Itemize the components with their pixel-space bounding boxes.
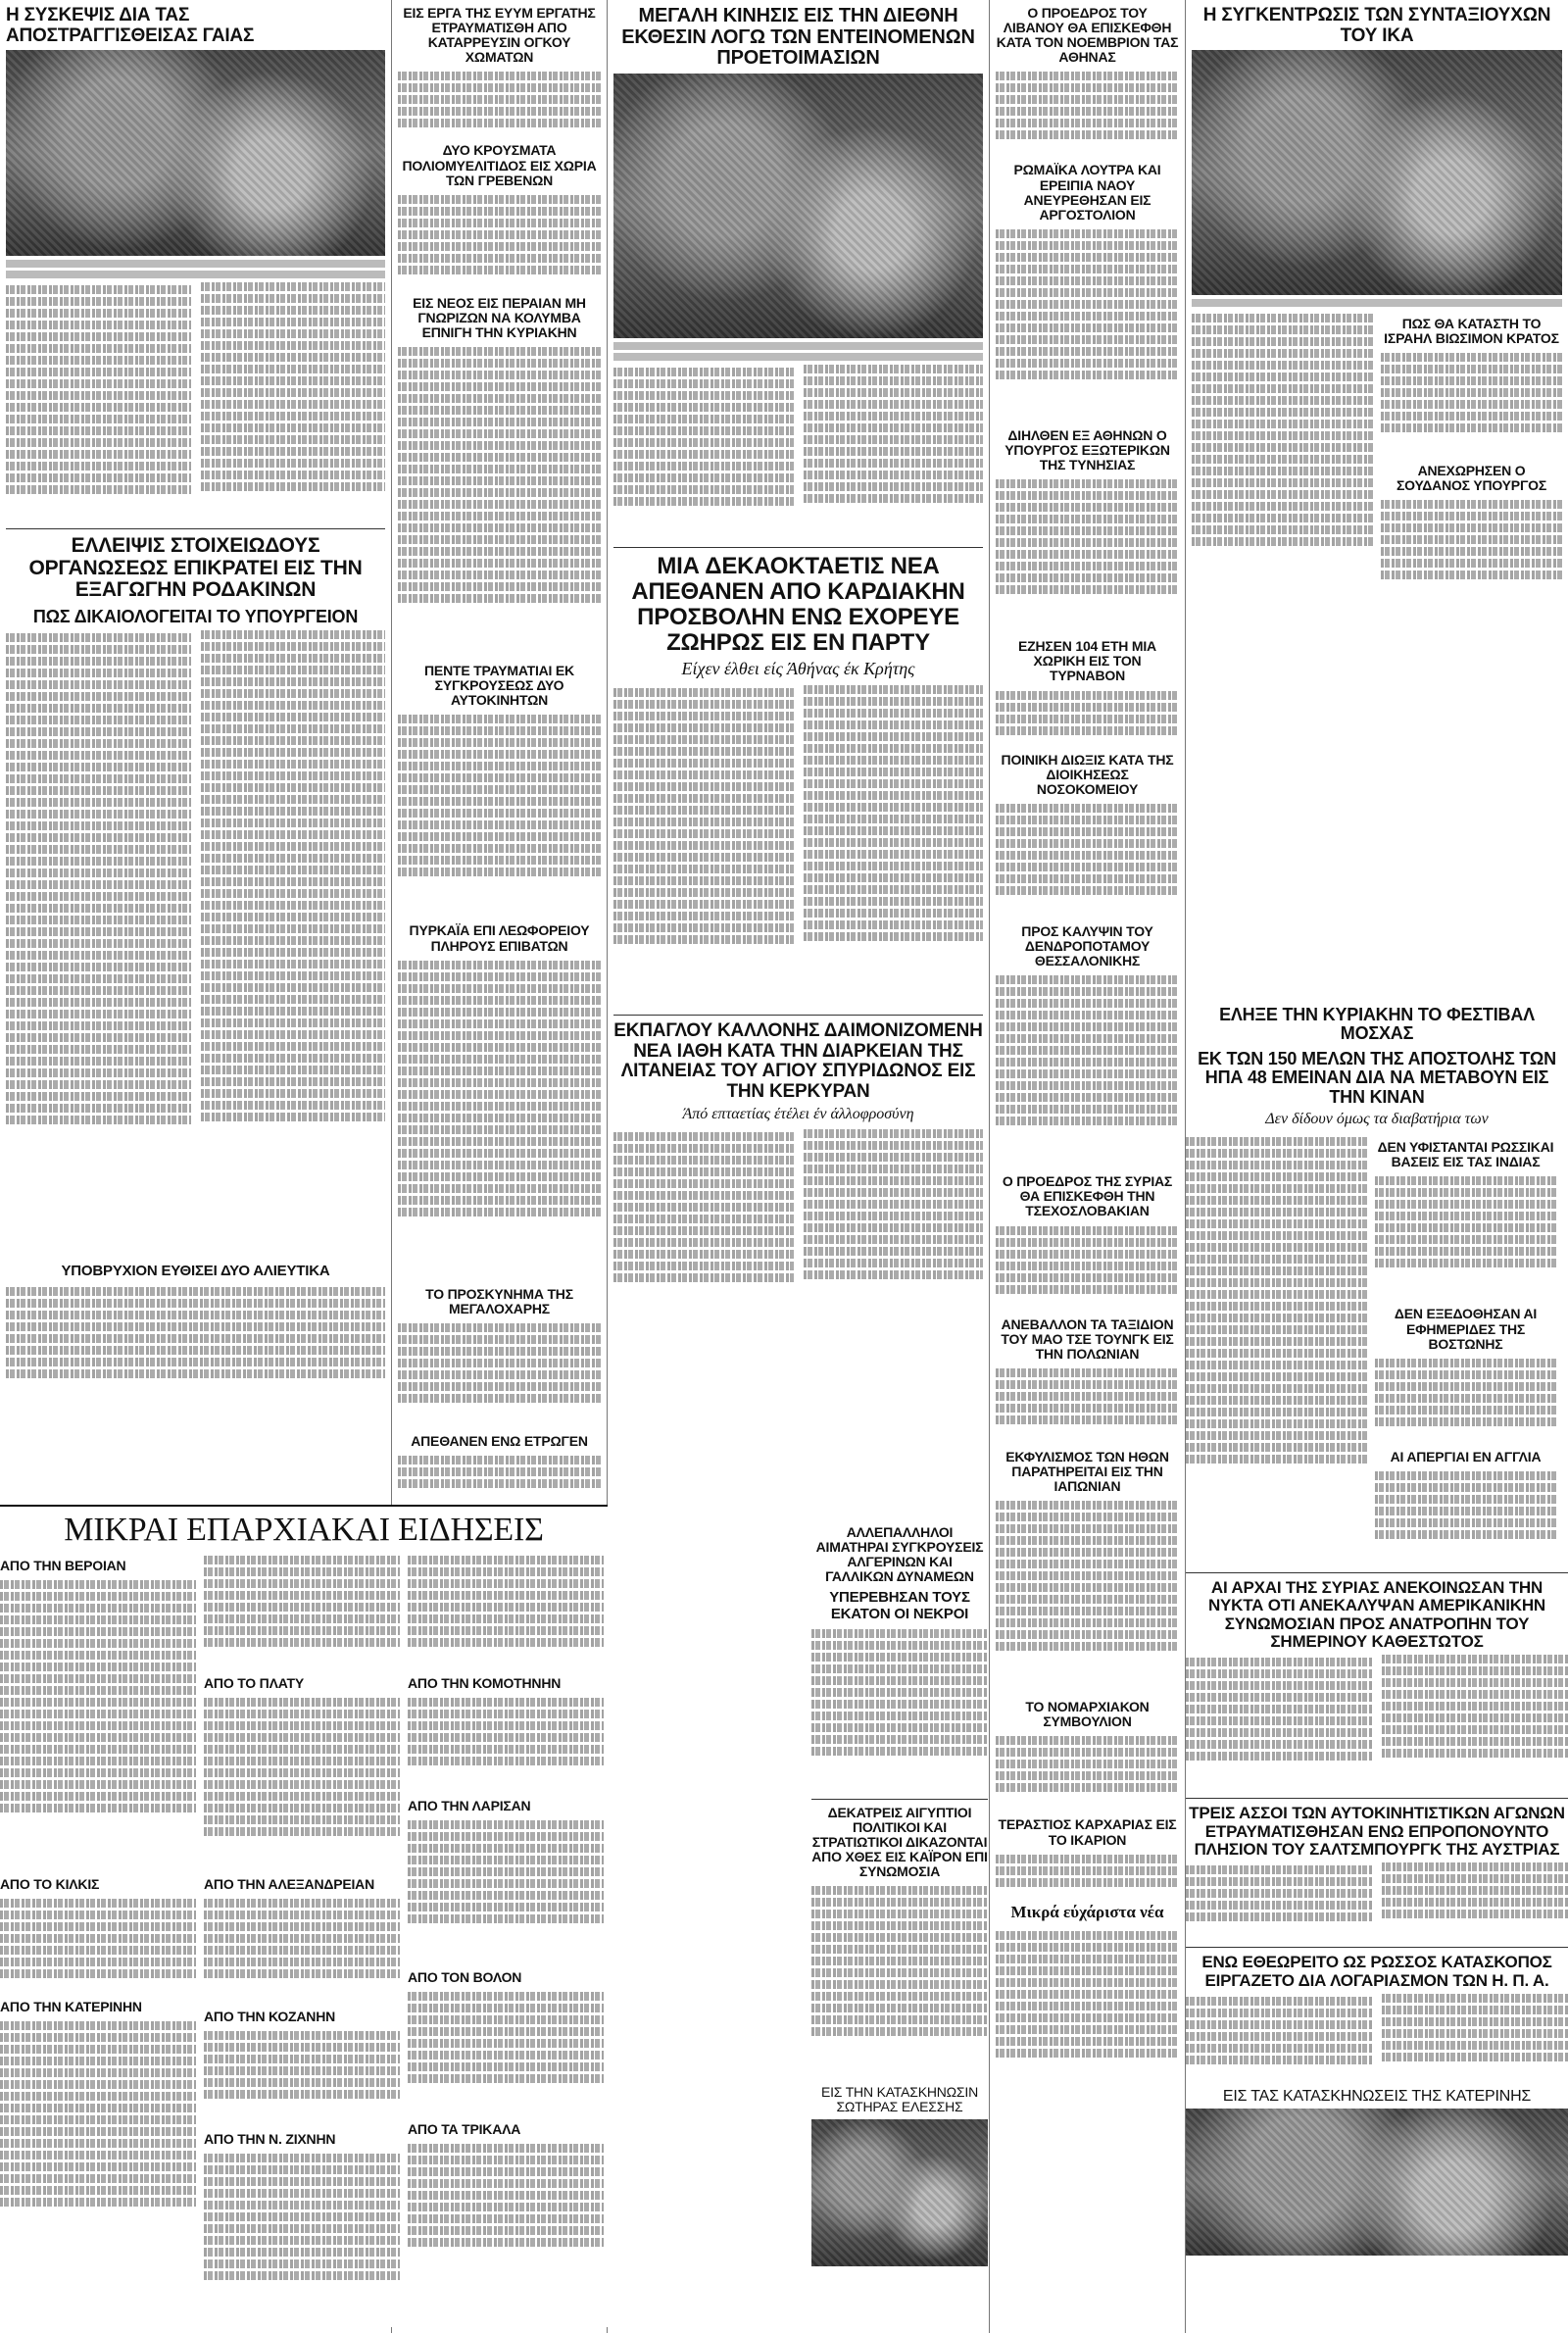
headline-dendropotamos: ΠΡΟΣ ΚΑΛΥΨΙΝ ΤΟΥ ΔΕΝΔΡΟΠΟΤΑΜΟΥ ΘΕΣΣΑΛΟΝΙΚΗΣ bbox=[1021, 922, 1153, 969]
headline-nomarchy: ΤΟ ΝΟΜΑΡΧΙΑΚΟΝ ΣΥΜΒΟΥΛΙΟΝ bbox=[1025, 1699, 1150, 1730]
article-body bbox=[408, 1817, 604, 1964]
place-kilkis: ΑΠΟ ΤΟ ΚΙΛΚΙΣ bbox=[0, 1875, 100, 1892]
article-body bbox=[811, 1626, 988, 1793]
headline-drainage-meeting: Η ΣΥΣΚΕΨΙΣ ΔΙΑ ΤΑΣ ΑΠΟΣΤΡΑΓΓΙΣΘΕΙΣΑΣ ΓΑΙΑΣ bbox=[6, 5, 255, 46]
place-trikala: ΑΠΟ ΤΑ ΤΡΙΚΑΛΑ bbox=[408, 2121, 521, 2138]
photo-meeting bbox=[6, 50, 385, 256]
article-body bbox=[996, 1365, 1179, 1444]
article-body bbox=[1192, 311, 1373, 605]
headline-boston-papers: ΔΕΝ ΕΞΕΔΟΘΗΣΑΝ ΑΙ ΕΦΗΜΕΡΙΔΕΣ ΤΗΣ ΒΟΣΤΩΝΗΣ bbox=[1394, 1306, 1538, 1352]
headline-peaches: ΕΛΛΕΙΨΙΣ ΣΤΟΙΧΕΙΩΔΟΥΣ ΟΡΓΑΝΩΣΕΩΣ ΕΠΙΚΡΑΤΕΙ ΕΙΣ ΤΗΝ ΕΞΑΓΩΓΗΝ ΡΟΔΑΚΙΝΩΝ bbox=[28, 534, 363, 602]
headline-camp-elessi: ΕΙΣ ΤΗΝ ΚΑΤΑΣΚΗΝΩΣΙΝ ΣΩΤΗΡΑΣ ΕΛΕΣΣΗΣ bbox=[820, 2084, 978, 2115]
headline-egypt-trial: ΔΕΚΑΤΡΕΙΣ ΑΙΓΥΠΤΙΟΙ ΠΟΛΙΤΙΚΟΙ ΚΑΙ ΣΤΡΑΤΙΩΤΙΚΟΙ ΔΙΚΑΖΟΝΤΑΙ ΑΠΟ ΧΘΕΣ ΕΙΣ ΚΑΪΡΟΝ ΕΠΙ ΣΥΝΩΜΟΣΙΑ bbox=[811, 1804, 988, 1880]
headline-algeria: ΑΛΛΕΠΑΛΛΗΛΟΙ ΑΙΜΑΤΗΡΑΙ ΣΥΓΚΡΟΥΣΕΙΣ ΑΛΓΕΡΙΝΩΝ ΚΑΙ ΓΑΛΛΙΚΩΝ ΔΥΝΑΜΕΩΝ bbox=[815, 1524, 984, 1585]
headline-car-crash: ΠΕΝΤΕ ΤΡΑΥΜΑΤΙΑΙ ΕΚ ΣΥΓΚΡΟΥΣΕΩΣ ΔΥΟ ΑΥΤΟΚΙΝΗΤΩΝ bbox=[424, 663, 574, 709]
headline-hospital: ΠΟΙΝΙΚΗ ΔΙΩΞΙΣ ΚΑΤΑ ΤΗΣ ΔΙΟΙΚΗΣΕΩΣ ΝΟΣΟΚΟΜΕΙΟΥ bbox=[1001, 751, 1174, 797]
article-body bbox=[398, 958, 601, 1281]
photo-caption bbox=[1192, 299, 1562, 307]
article-body bbox=[204, 2151, 400, 2327]
article-body bbox=[398, 192, 601, 290]
moscow-festival-block bbox=[1186, 1000, 1568, 2256]
headline-india-bases: ΔΕΝ ΥΦΙΣΤΑΝΤΑΙ ΡΩΣΣΙΚΑΙ ΒΑΣΕΙΣ ΕΙΣ ΤΑΣ ΙΝΔΙΑΣ bbox=[1377, 1139, 1554, 1170]
article-body bbox=[204, 1553, 400, 1670]
headline-moscow-festival: ΕΛΗΞΕ ΤΗΝ ΚΥΡΙΑΚΗΝ ΤΟ ΦΕΣΤΙΒΑΛ ΜΟΣΧΑΣ bbox=[1219, 1005, 1535, 1044]
headline-corfu-miracle: ΕΚΠΑΓΛΟΥ ΚΑΛΛΟΝΗΣ ΔΑΙΜΟΝΙΖΟΜΕΝΗ ΝΕΑ ΙΑΘΗ ΚΑΤΑ ΤΗΝ ΔΙΑΡΚΕΙΑΝ ΤΗΣ ΛΙΤΑΝΕΙΑΣ ΤΟΥ ΑΓΙΟΥ ΣΠΥΡΙΔΩΝΟΣ ΕΙΣ ΤΗΝ ΚΕΡΚΥΡΑΝ bbox=[613, 1020, 983, 1102]
photo-ika-pensioners bbox=[1192, 50, 1562, 295]
headline-usa-members: ΕΚ ΤΩΝ 150 ΜΕΛΩΝ ΤΗΣ ΑΠΟΣΤΟΛΗΣ ΤΩΝ ΗΠΑ 48 ΕΜΕΙΝΑΝ ΔΙΑ ΝΑ ΜΕΤΑΒΟΥΝ ΕΙΣ ΤΗΝ ΚΙΝΑΝ bbox=[1198, 1048, 1556, 1107]
article-body bbox=[1381, 497, 1562, 605]
headline-girl-died: ΜΙΑ ΔΕΚΑΟΚΤΑΕΤΙΣ ΝΕΑ ΑΠΕΘΑΝΕΝ ΑΠΟ ΚΑΡΔΙΑΚΗΝ ΠΡΟΣΒΟΛΗΝ ΕΝΩ ΕΧΟΡΕΥΕ ΖΩΗΡΩΣ ΕΙΣ ΕΝ ΠΑΡΤΥ bbox=[631, 552, 965, 656]
headline-racers-injured: ΤΡΕΙΣ ΑΣΣΟΙ ΤΩΝ ΑΥΤΟΚΙΝΗΤΙΣΤΙΚΩΝ ΑΓΩΝΩΝ ΕΤΡΑΥΜΑΤΙΣΘΗΣΑΝ ΕΝΩ ΕΠΡΟΠΟΝΟΥΝΤΟ ΠΛΗΣΙΟΝ ΤΟΥ ΣΑΛΤΣΜΠΟΥΡΓΚ ΤΗΣ ΑΥΣΤΡΙΑΣ bbox=[1189, 1804, 1565, 1859]
photo-caption bbox=[613, 342, 983, 361]
place-komotini: ΑΠΟ ΤΗΝ ΚΟΜΟΤΗΝΗΝ bbox=[408, 1674, 562, 1691]
article-body bbox=[6, 1284, 385, 1382]
article-body bbox=[398, 344, 601, 658]
article-body bbox=[996, 476, 1179, 633]
subhead-seven-years: Άπό επταετίας έτέλει έν άλλοφροσύνη bbox=[682, 1106, 914, 1123]
place-zichni: ΑΠΟ ΤΗΝ Ν. ΖΙΧΝΗΝ bbox=[204, 2131, 336, 2148]
article-body bbox=[408, 2141, 604, 2288]
article-body bbox=[613, 685, 983, 1009]
provincial-col-c bbox=[408, 1553, 604, 2327]
article-body bbox=[398, 1453, 601, 1502]
article-body bbox=[0, 1577, 196, 1871]
provincial-col-a bbox=[0, 1553, 196, 2327]
article-body bbox=[996, 801, 1179, 918]
place-volos: ΑΠΟ ΤΟΝ ΒΟΛΟΝ bbox=[408, 1968, 522, 1985]
article-body bbox=[204, 2028, 400, 2126]
place-alexandreia: ΑΠΟ ΤΗΝ ΑΛΕΞΑΝΔΡΕΙΑΝ bbox=[204, 1875, 375, 1892]
article-body bbox=[1375, 1173, 1556, 1301]
article-body bbox=[996, 1733, 1179, 1812]
photo-katerini-camps bbox=[1186, 2109, 1568, 2256]
headline-syria-president: Ο ΠΡΟΕΔΡΟΣ ΤΗΣ ΣΥΡΙΑΣ ΘΑ ΕΠΙΣΚΕΦΘΗ ΤΗΝ ΤΣΕΧΟΣΛΟΒΑΚΙΑΝ bbox=[1002, 1173, 1173, 1219]
algeria-egypt-block bbox=[811, 1519, 988, 2266]
article-body bbox=[0, 1896, 196, 1994]
subcol bbox=[1381, 311, 1562, 605]
article-body bbox=[996, 972, 1179, 1168]
article-body bbox=[996, 1928, 1179, 2095]
article-body bbox=[996, 1498, 1179, 1694]
subhead-ministry: ΠΩΣ ΔΙΚΑΙΟΛΟΓΕΙΤΑΙ ΤΟ ΥΠΟΥΡΓΕΙΟΝ bbox=[32, 607, 359, 627]
article-body bbox=[811, 1883, 988, 2079]
photo-camp-elessi bbox=[811, 2119, 988, 2266]
photo-caption bbox=[6, 260, 385, 278]
place-kozani: ΑΠΟ ΤΗΝ ΚΟΖΑΝΗΝ bbox=[204, 2008, 336, 2024]
headline-strikes-england: ΑΙ ΑΠΕΡΓΙΑΙ ΕΝ ΑΓΓΛΙΑ bbox=[1390, 1448, 1542, 1464]
headline-lebanon: Ο ΠΡΟΕΔΡΟΣ ΤΟΥ ΛΙΒΑΝΟΥ ΘΑ ΕΠΙΣΚΕΦΘΗ ΚΑΤΑ ΤΟΝ ΝΟΕΜΒΡΙΟΝ ΤΑΣ ΑΘΗΝΑΣ bbox=[996, 5, 1179, 66]
headline-pilgrimage: ΤΟ ΠΡΟΣΚΥΝΗΜΑ ΤΗΣ ΜΕΓΑΛΟΧΑΡΗΣ bbox=[425, 1285, 573, 1316]
article-body bbox=[996, 1223, 1179, 1312]
article-body bbox=[1381, 350, 1562, 458]
article-body bbox=[613, 1129, 983, 1315]
article-body bbox=[996, 688, 1179, 747]
headline-polio: ΔΥΟ ΚΡΟΥΣΜΑΤΑ ΠΟΛΙΟΜΥΕΛΙΤΙΔΟΣ ΕΙΣ ΧΩΡΙΑ ΤΩΝ ΓΡΕΒΕΝΩΝ bbox=[402, 142, 597, 188]
headline-drowned: ΕΙΣ ΝΕΟΣ ΕΙΣ ΠΕΡΑΙΑΝ ΜΗ ΓΝΩΡΙΖΩΝ ΝΑ ΚΟΛΥΜΒΑ ΕΠΝΙΓΗ ΤΗΝ ΚΥΡΙΑΚΗΝ bbox=[413, 294, 586, 340]
subhead-crete: Είχεν έλθει είς Άθήνας έκ Κρήτης bbox=[681, 659, 915, 679]
subhead-hundred-dead: ΥΠΕΡΕΒΗΣΑΝ ΤΟΥΣ ΕΚΑΤΟΝ ΟΙ ΝΕΚΡΟΙ bbox=[829, 1589, 970, 1622]
subcol bbox=[1186, 1134, 1367, 1566]
subcol bbox=[1375, 1134, 1556, 1566]
article-body bbox=[398, 712, 601, 918]
article-body bbox=[398, 1320, 601, 1428]
article-body bbox=[1186, 1134, 1367, 1546]
article-body bbox=[6, 630, 385, 1258]
headline-katerini-camps: ΕΙΣ ΤΑΣ ΚΑΤΑΣΚΗΝΩΣΕΙΣ ΤΗΣ ΚΑΤΕΡΙΝΗΣ bbox=[1222, 2088, 1532, 2106]
headline-tunisia: ΔΙΗΛΘΕΝ ΕΞ ΑΘΗΝΩΝ Ο ΥΠΟΥΡΓΟΣ ΕΞΩΤΕΡΙΚΩΝ ΤΗΣ ΤΥΝΗΣΙΑΣ bbox=[1004, 426, 1170, 473]
article-body bbox=[1375, 1356, 1556, 1444]
headline-sudan: ΑΝΕΧΩΡΗΣΕΝ Ο ΣΟΥΔΑΝΟΣ ΥΠΟΥΡΓΟΣ bbox=[1396, 463, 1547, 494]
article-body bbox=[1186, 1862, 1568, 1941]
spacer7 bbox=[813, 1514, 988, 1516]
provincial-col-b bbox=[204, 1553, 400, 2327]
article-body bbox=[1186, 1994, 1568, 2082]
article-body bbox=[6, 282, 385, 522]
place-veroia: ΑΠΟ ΤΗΝ ΒΕΡΟΙΑΝ bbox=[0, 1557, 126, 1573]
place-katerini: ΑΠΟ ΤΗΝ ΚΑΤΕΡΙΝΗΝ bbox=[0, 1998, 142, 2014]
headline-died-eating: ΑΠΕΘΑΝΕΝ ΕΝΩ ΕΤΡΩΓΕΝ bbox=[411, 1432, 588, 1449]
headline-spy: ΕΝΩ ΕΘΕΩΡΕΙΤΟ ΩΣ ΡΩΣΣΟΣ ΚΑΤΑΣΚΟΠΟΣ ΕΙΡΓΑΖΕΤΟ ΔΙΑ ΛΟΓΑΡΙΑΣΜΟΝ ΤΩΝ Η. Π. Α. bbox=[1201, 1953, 1552, 1990]
subcol bbox=[1192, 311, 1373, 605]
article-body bbox=[613, 365, 983, 541]
headline-provincial-news: ΜΙΚΡΑΙ ΕΠΑΡΧΙΑΚΑΙ ΕΙΔΗΣΕΙΣ bbox=[64, 1512, 544, 1548]
photo-expo-offices bbox=[613, 74, 983, 338]
headline-submarine: ΥΠΟΒΡΥΧΙΟΝ ΕΥΘΙΣΕΙ ΔΥΟ ΑΛΙΕΥΤΙΚΑ bbox=[61, 1263, 330, 1280]
headline-expo: ΜΕΓΑΛΗ ΚΙΝΗΣΙΣ ΕΙΣ ΤΗΝ ΔΙΕΘΝΗ ΕΚΘΕΣΙΝ ΛΟΓΩ ΤΩΝ ΕΝΤΕΙΝΟΜΕΝΩΝ ΠΡΟΕΤΟΙΜΑΣΙΩΝ bbox=[621, 5, 975, 70]
headline-japan: ΕΚΦΥΛΙΣΜΟΣ ΤΩΝ ΗΘΩΝ ΠΑΡΑΤΗΡΕΙΤΑΙ ΕΙΣ ΤΗΝ ΙΑΠΩΝΙΑΝ bbox=[1005, 1448, 1169, 1495]
article-body bbox=[0, 2018, 196, 2254]
article-body bbox=[204, 1695, 400, 1871]
place-larisa: ΑΠΟ ΤΗΝ ΛΑΡΙΣΑΝ bbox=[408, 1797, 531, 1813]
article-body bbox=[408, 1989, 604, 2116]
article-body bbox=[398, 69, 601, 137]
provincial-news-section bbox=[0, 1505, 608, 2327]
subhead-passports: Δεν δίδουν όμως τα διαβατήρια των bbox=[1265, 1111, 1489, 1128]
article-body bbox=[996, 69, 1179, 157]
column-4 bbox=[990, 0, 1186, 2333]
article-body bbox=[996, 1852, 1179, 1901]
headline-syria-plot: ΑΙ ΑΡΧΑΙ ΤΗΣ ΣΥΡΙΑΣ ΑΝΕΚΟΙΝΩΣΑΝ ΤΗΝ ΝΥΚΤΑ ΟΤΙ ΑΝΕΚΑΛΥΨΑΝ ΑΜΕΡΙΚΑΝΙΚΗΝ ΣΥΝΩΜΟΣΙΑΝ ΠΡΟΣ ΑΝΑΤΡΟΠΗΝ ΤΟΥ ΣΗΜΕΡΙΝΟΥ ΚΑΘΕΣΤΩΤΟΣ bbox=[1207, 1577, 1546, 1651]
article-body bbox=[1375, 1468, 1556, 1566]
headline-small-news: Μικρά εύχάριστα νέα bbox=[1010, 1902, 1164, 1921]
article-body bbox=[204, 1896, 400, 2004]
headline-104-years: ΕΖΗΣΕΝ 104 ΕΤΗ ΜΙΑ ΧΩΡΙΚΗ ΕΙΣ ΤΟΝ ΤΥΡΝΑΒΟΝ bbox=[1018, 638, 1156, 684]
headline-israel: ΠΩΣ ΘΑ ΚΑΤΑΣΤΗ ΤΟ ΙΣΡΑΗΛ ΒΙΩΣΙΜΟΝ ΚΡΑΤΟΣ bbox=[1384, 316, 1559, 347]
article-body bbox=[1186, 1655, 1568, 1792]
headline-bus-fire: ΠΥΡΚΑΪΑ ΕΠΙ ΛΕΩΦΟΡΕΙΟΥ ΠΛΗΡΟΥΣ ΕΠΙΒΑΤΩΝ bbox=[409, 922, 590, 954]
article-body bbox=[408, 1553, 604, 1670]
headline-mao: ΑΝΕΒΑΛΛΟΝ ΤΑ ΤΑΞΙΔΙΟΝ ΤΟΥ ΜΑΟ ΤΣΕ ΤΟΥΝΓΚ ΕΙΣ ΤΗΝ ΠΟΛΩΝΙΑΝ bbox=[1001, 1315, 1174, 1362]
article-body bbox=[996, 226, 1179, 422]
place-platy: ΑΠΟ ΤΟ ΠΛΑΤΥ bbox=[204, 1674, 304, 1691]
article-body bbox=[408, 1695, 604, 1793]
headline-ika: Η ΣΥΓΚΕΝΤΡΩΣΙΣ ΤΩΝ ΣΥΝΤΑΞΙΟΥΧΩΝ ΤΟΥ ΙΚΑ bbox=[1202, 5, 1551, 46]
headline-worker-injured: ΕΙΣ ΕΡΓΑ ΤΗΣ ΕΥΥΜ ΕΡΓΑΤΗΣ ΕΤΡΑΥΜΑΤΙΣΘΗ ΑΠΟ ΚΑΤΑΡΡΕΥΣΙΝ ΟΓΚΟΥ ΧΩΜΑΤΩΝ bbox=[403, 5, 596, 66]
headline-roman-baths: ΡΩΜΑΪΚΑ ΛΟΥΤΡΑ ΚΑΙ ΕΡΕΙΠΙΑ ΝΑΟΥ ΑΝΕΥΡΕΘΗΣΑΝ ΕΙΣ ΑΡΓΟΣΤΟΛΙΟΝ bbox=[1013, 162, 1161, 223]
headline-shark: ΤΕΡΑΣΤΙΟΣ ΚΑΡΧΑΡΙΑΣ ΕΙΣ ΤΟ ΙΚΑΡΙΟΝ bbox=[998, 1816, 1177, 1848]
